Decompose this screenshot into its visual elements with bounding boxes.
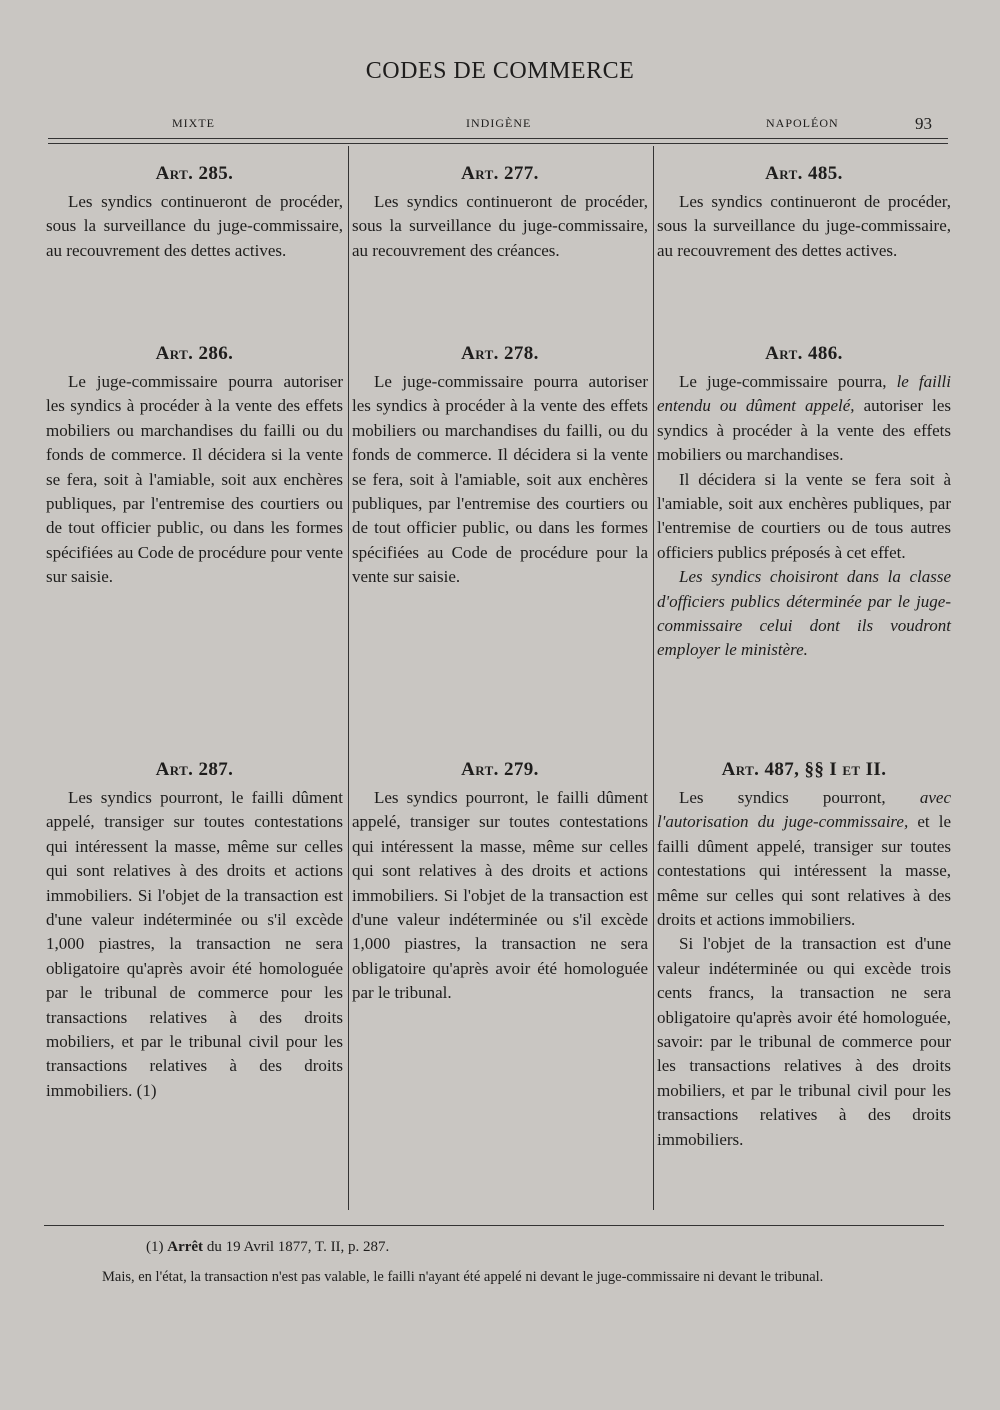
article-text: Les syndics continueront de procéder, sous la surveillance du juge-commissaire, au recouvrement des créances. [352, 192, 648, 260]
article-paragraph: Si l'objet de la transaction est d'une valeur indéterminée ou qui excède trois cents francs, la transaction ne sera obligatoire qu'après avoir été homologuée, savoir: par le tribunal de commerce pour les transactions relatives à des droits mobiliers, et par le tribunal civil pour les transactions relatives à des droits immobiliers. [657, 934, 951, 1149]
page-number: 93 [915, 114, 932, 133]
footnote-reference [146, 1239, 389, 1256]
footnote-marker: (1) [146, 1239, 168, 1255]
article-485 [657, 162, 951, 263]
article-paragraph [657, 370, 951, 468]
column-label-indigene: INDIGÈNE [466, 116, 532, 130]
article-heading: Art. 278. [461, 343, 539, 364]
article-heading: Art. 286. [155, 343, 234, 364]
article-heading: Art. 287. [155, 759, 234, 780]
header-rule-double [48, 143, 948, 144]
italic-text-run: le failli entendu ou dûment appelé, [657, 372, 951, 416]
article-277 [352, 162, 648, 263]
article-paragraph: Il décidera si la vente se fera soit à l'amiable, soit aux enchères publiques, par l'entremise de courtiers ou de tous autres officiers publics préposés à cet effet. [657, 469, 951, 562]
text-run: Les syndics pourront, [679, 788, 920, 807]
article-287 [46, 758, 343, 1103]
footnote-bold: Arrêt [167, 1239, 204, 1255]
column-divider [348, 146, 349, 1210]
footnote-text: Mais, en l'état, la transaction n'est pas valable, le failli n'ayant été appelé ni devant le juge-commissaire ni devant le tribunal. [102, 1269, 824, 1285]
article-paragraph [657, 786, 951, 932]
article-heading: Art. 487, §§ I et II. [721, 759, 887, 780]
column-divider [653, 146, 654, 1210]
article-heading: Art. 277. [461, 163, 539, 184]
article-285 [46, 162, 343, 263]
article-278 [352, 342, 648, 590]
text-run: et le failli dûment appelé, transiger sur toutes contestations qui intéressent la masse, même sur celles qui sont relatives à des droits et actions immobiliers. [657, 812, 951, 930]
text-run: autoriser les syndics à procéder à la vente des effets mobiliers ou marchandises. [657, 396, 951, 465]
article-279 [352, 758, 648, 1006]
article-text: Les syndics pourront, le failli dûment appelé, transiger sur toutes contestations qui intéressent la masse, même sur celles qui sont relatives à des droits et actions immobiliers. Si l'objet de la transaction est d'une valeur indéterminée ou s'il excède 1,000 piastres, la transaction ne sera obligatoire qu'après avoir été homologuée par le tribunal de commerce pour les transactions relatives à des droits mobiliers, et par le tribunal civil pour les transactions relatives à des droits immobiliers. (1) [46, 788, 343, 1100]
text-run: Le juge-commissaire pourra, [679, 372, 897, 391]
article-text: Les syndics continueront de procéder, sous la surveillance du juge-commissaire, au recouvrement des dettes actives. [657, 192, 951, 260]
article-text: Les syndics pourront, le failli dûment appelé, transiger sur toutes contestations qui intéressent la masse, même sur celles qui sont relatives à des droits et actions immobiliers. Si l'objet de la transaction est d'une valeur indéterminée ou s'il excède 1,000 piastres, la transaction ne sera obligatoire qu'après avoir été homologuée par le tribunal. [352, 788, 648, 1003]
article-text: Le juge-commissaire pourra autoriser les syndics à procéder à la vente des effets mobiliers ou marchandises du failli ou du fonds de commerce. Il décidera si la vente se fera, soit à l'amiable, soit aux enchères publiques, par l'entremise des courtiers ou de tout officier public, ou dans les formes spécifiées au Code de procédure pour vente sur saisie. [46, 372, 343, 587]
article-heading: Art. 285. [155, 163, 234, 184]
article-text: Les syndics continueront de procéder, sous la surveillance du juge-commissaire, au recouvrement des dettes actives. [46, 192, 343, 260]
footnote-rule [44, 1225, 944, 1226]
article-487 [657, 758, 951, 1152]
article-text: Le juge-commissaire pourra autoriser les syndics à procéder à la vente des effets mobiliers ou marchandises du failli, ou du fonds de commerce. Il décidera si la vente se fera, soit à l'amiable, soit aux enchères publiques, par l'entremise des courtiers ou de tout officier public, ou dans les formes spécifiées au Code de procédure pour la vente sur saisie. [352, 372, 648, 587]
article-paragraph-italic: Les syndics choisiront dans la classe d'officiers publics déterminée par le juge-commissaire celui dont ils voudront employer le ministère. [657, 567, 951, 660]
header-rule [48, 138, 948, 139]
footnote-ref-text: du 19 Avril 1877, T. II, p. 287. [203, 1239, 390, 1255]
column-label-napoleon: NAPOLÉON [766, 116, 839, 130]
article-heading: Art. 279. [461, 759, 539, 780]
column-label-mixte: MIXTE [172, 116, 215, 130]
italic-text-run: avec l'autorisation du juge-commissaire, [657, 788, 951, 832]
article-286 [46, 342, 343, 590]
article-heading: Art. 485. [765, 163, 843, 184]
article-heading: Art. 486. [765, 343, 843, 364]
page-title: CODES DE COMMERCE [365, 58, 635, 84]
article-486 [657, 342, 951, 663]
